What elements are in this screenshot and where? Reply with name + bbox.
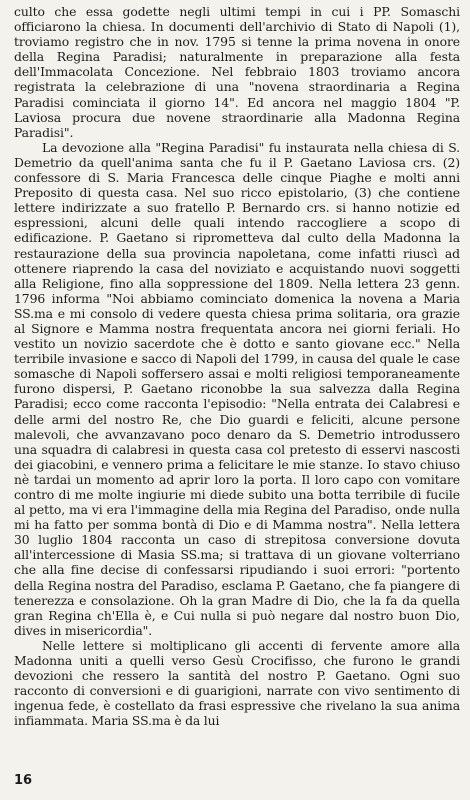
paragraph-1: culto che essa godette negli ultimi tempi in cui i PP. Somaschi officiarono la chiesa. In documenti dell'archivio di Stato di Napoli (1), troviamo registro che in nov. 1795 si tenne la prima novena in onore della Regina Paradisi; naturalmente in preparazione alla festa dell'Immacolata Concezione. Nel febbraio 1803 troviamo ancora registrata la celebrazione di una "novena straordinaria a Regina Paradisi cominciata il giorno 14". Ed ancora nel maggio 1804 "P. Laviosa procura due novene straordinarie alla Madonna Regina Paradisi". [14,4,460,140]
paragraph-3: Nelle lettere si moltiplicano gli accenti di fervente amore alla Madonna uniti a quelli verso Gesù Crocifisso, che furono le grandi devozioni che ressero la santità del nostro P. Gaetano. Ogni suo racconto di conversioni e di guarigioni, narrate con vivo sentimento di ingenua fede, è costellato da frasi espressive che rivelano la sua anima infiammata. Maria SS.ma è da lui [14,637,460,729]
paragraph-2: La devozione alla "Regina Paradisi" fu instaurata nella chiesa di S. Demetrio da quell'anima santa che fu il P. Gaetano Laviosa crs. (2) confessore di S. Maria Francesca delle cinque Piaghe e molti anni Preposito di questa casa. Nel suo ricco epistolario, (3) che contiene lettere indirizzate a suo fratello P. Bernardo crs. si hanno notizie ed espressioni, alcuni delle quali intendo raccogliere a scopo di edificazione. P. Gaetano si riprometteva dal culto della Madonna la restaurazione della sua provincia napoletana, come infatti riuscì ad ottenere riaprendo la casa del noviziato e acquistando nuovi soggetti alla Religione, fino alla soppressione del 1809. Nella lettera 23 genn. 1796 informa "Noi abbiamo cominciato domenica la novena a Maria SS.ma e mi consolo di vedere questa chiesa prima solitaria, ora grazie al Signore e Mamma nostra frequentata ancora nei giorni feriali. Ho vestito un novizio sacerdote che è dotto e santo giovane ecc." Nella terribile invasione e sacco di Napoli del 1799, in causa del quale le case somasche di Napoli soffersero assai e molti religiosi temporaneamente furono dispersi, P. Gaetano riconobbe la sua salvezza dalla Regina Paradisi; ecco come racconta l'episodio: "Nella entrata dei Calabresi e delle armi del nostro Re, che Dio guardi e feliciti, alcune persone malevoli, che avvanzavano poco denaro da S. Demetrio introdussero una squadra di calabresi in questa casa col pretesto di esservi nascosti dei giacobini, e vennero prima a felicitare le mie stanze. Io stavo chiuso nè tardai un momento ad aprir loro la porta. Il loro capo con vomitare contro di me molte ingiurie mi diede subito una botta terribile di fucile al petto, ma vi era l'immagine della mia Regina del Paradiso, onde nulla mi ha fatto per somma bontà di Dio e di Mamma nostra". Nella lettera 30 luglio 1804 racconta un caso di strepitosa conversione dovuta all'intercessione di Masia SS.ma; si trattava di un giovane volterriano che alla fine decise di confessarsi ripudiando i suoi errori: "portento della Regina nostra del Paradiso, esclama P. Gaetano, che fa piangere di tenerezza e consolazione. Oh la gran Madre di Dio, che la fa da quella gran Regina ch'Ella è, e Cui nulla si può negare dal nostro buon Dio, dives in misericordia". [14,139,460,638]
page-number: 16 [14,773,33,788]
page-body [14,4,460,729]
